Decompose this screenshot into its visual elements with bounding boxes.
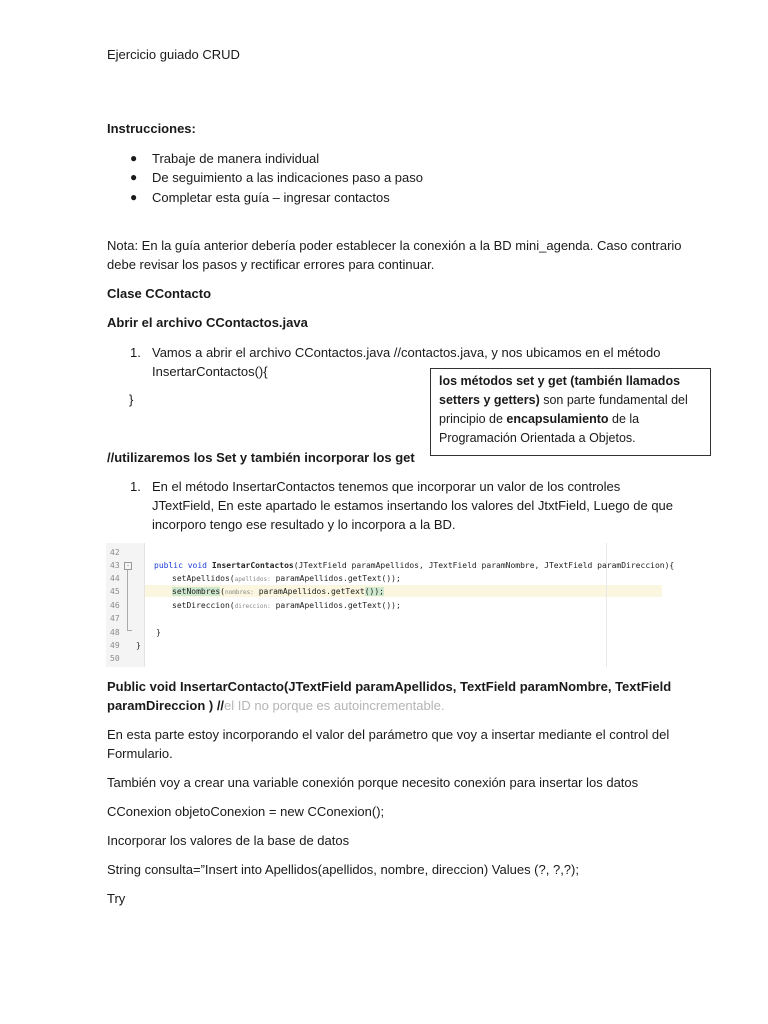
public-void-line-2	[107, 696, 444, 715]
step-number: 1.	[130, 345, 141, 360]
line-number: 46	[110, 601, 120, 610]
fold-toggle-icon[interactable]: -	[124, 562, 132, 570]
callout-text-3b: de la	[608, 412, 640, 426]
line-number: 48	[110, 628, 120, 637]
setter-call-highlighted: setNombres	[172, 587, 221, 596]
try-paragraph: Try	[107, 891, 126, 906]
step-2-line-1: En el método InsertarContactos tenemos que incorporar un valor de los controles	[152, 479, 621, 494]
line-number: 49	[110, 641, 120, 650]
setter-arg: paramApellidos.getText());	[275, 574, 401, 583]
public-void-line-1: Public void InsertarContacto(JTextField paramApellidos, TextField paramNombre, TextField	[107, 679, 672, 694]
step-1-line-1: Vamos a abrir el archivo CContactos.java //contactos.java, y nos ubicamos en el método	[152, 345, 661, 360]
method-name: InsertarContactos	[211, 561, 294, 570]
callout-bold-3: encapsulamiento	[506, 412, 609, 426]
setter-arg: paramApellidos.getText	[258, 587, 365, 596]
utilizaremos-heading: //utilizaremos los Set y también incorporar los get	[107, 450, 415, 465]
nota-line-2: debe revisar los pasos y rectificar errores para continuar.	[107, 257, 435, 272]
callout-bold-2: setters y getters)	[439, 393, 540, 407]
param-hint: apellidos:	[234, 576, 271, 583]
incorporar-paragraph: Incorporar los valores de la base de datos	[107, 833, 350, 848]
setter-arg: paramApellidos.getText());	[275, 601, 401, 610]
list-item: Trabaje de manera individual	[152, 151, 320, 166]
line-number: 44	[110, 574, 120, 583]
code-line-48: }	[156, 628, 161, 637]
en-esta-line-2: Formulario.	[107, 746, 173, 761]
code-line-45: setNombres(nombres: paramApellidos.getText());	[172, 587, 384, 596]
code-line-49: }	[136, 641, 141, 650]
setters-getters-callout	[430, 368, 711, 456]
setter-call: setDireccion	[172, 601, 230, 610]
code-line-44: setApellidos(apellidos: paramApellidos.getText());	[172, 574, 401, 583]
brace-match: ());	[364, 587, 384, 596]
line-number: 42	[110, 548, 120, 557]
list-item: Completar esta guía – ingresar contactos	[152, 190, 390, 205]
bullet-icon: ●	[130, 170, 138, 184]
code-line-43	[154, 561, 674, 570]
fold-guide-end	[127, 630, 132, 631]
callout-text-2: son parte fundamental del	[539, 393, 688, 407]
line-number: 45	[110, 587, 120, 596]
id-comment: el ID no porque es autoincrementable.	[224, 698, 445, 713]
callout-text-4: Programación Orientada a Objetos.	[439, 431, 636, 445]
code-screenshot	[106, 543, 675, 667]
keyword-public: public	[154, 561, 183, 570]
line-number: 50	[110, 654, 120, 663]
fold-guide	[127, 570, 128, 630]
abrir-heading: Abrir el archivo CContactos.java	[107, 315, 308, 330]
nota-line-1: Nota: En la guía anterior debería poder establecer la conexión a la BD mini_agenda. Caso contrario	[107, 238, 682, 253]
clase-heading: Clase CContacto	[107, 286, 212, 301]
consulta-paragraph: String consulta=”Insert into Apellidos(apellidos, nombre, direccion) Values (?, ?,?);	[107, 862, 579, 877]
code-line-46: setDireccion(direccion: paramApellidos.getText());	[172, 601, 401, 610]
bullet-icon: ●	[130, 190, 138, 204]
callout-text-3: principio de	[439, 412, 507, 426]
cconexion-paragraph: CConexion objetoConexion = new CConexion();	[107, 804, 385, 819]
line-number: 43	[110, 561, 120, 570]
method-signature: (JTextField paramApellidos, JTextField paramNombre, JTextField paramDireccion){	[293, 561, 675, 570]
step-2-line-2: JTextField, En este apartado le estamos insertando los valores del JtxtField, Luego de que	[152, 498, 674, 513]
line-number: 47	[110, 614, 120, 623]
step-2-line-3: incorporo tengo ese resultado y lo incorpora a la BD.	[152, 517, 456, 532]
list-item: De seguimiento a las indicaciones paso a paso	[152, 170, 424, 185]
step-2-text	[152, 477, 672, 534]
keyword-void: void	[187, 561, 207, 570]
callout-bold-1: los métodos set y get (también llamados	[439, 374, 681, 388]
closing-brace: }	[129, 392, 134, 407]
step-1-line-2: InsertarContactos(){	[152, 364, 268, 379]
tambien-paragraph: También voy a crear una variable conexión porque necesito conexión para insertar los datos	[107, 775, 639, 790]
instructions-heading: Instrucciones:	[107, 121, 196, 136]
step-number: 1.	[130, 479, 141, 494]
en-esta-line-1: En esta parte estoy incorporando el valor del parámetro que voy a insertar mediante el control del	[107, 727, 670, 742]
param-hint: nombres:	[225, 589, 254, 596]
setter-call: setApellidos	[172, 574, 230, 583]
param-hint: direccion:	[234, 603, 271, 610]
public-void-line-2-code: paramDireccion ) //	[107, 698, 225, 713]
document-title: Ejercicio guiado CRUD	[107, 47, 240, 62]
bullet-icon: ●	[130, 151, 138, 165]
